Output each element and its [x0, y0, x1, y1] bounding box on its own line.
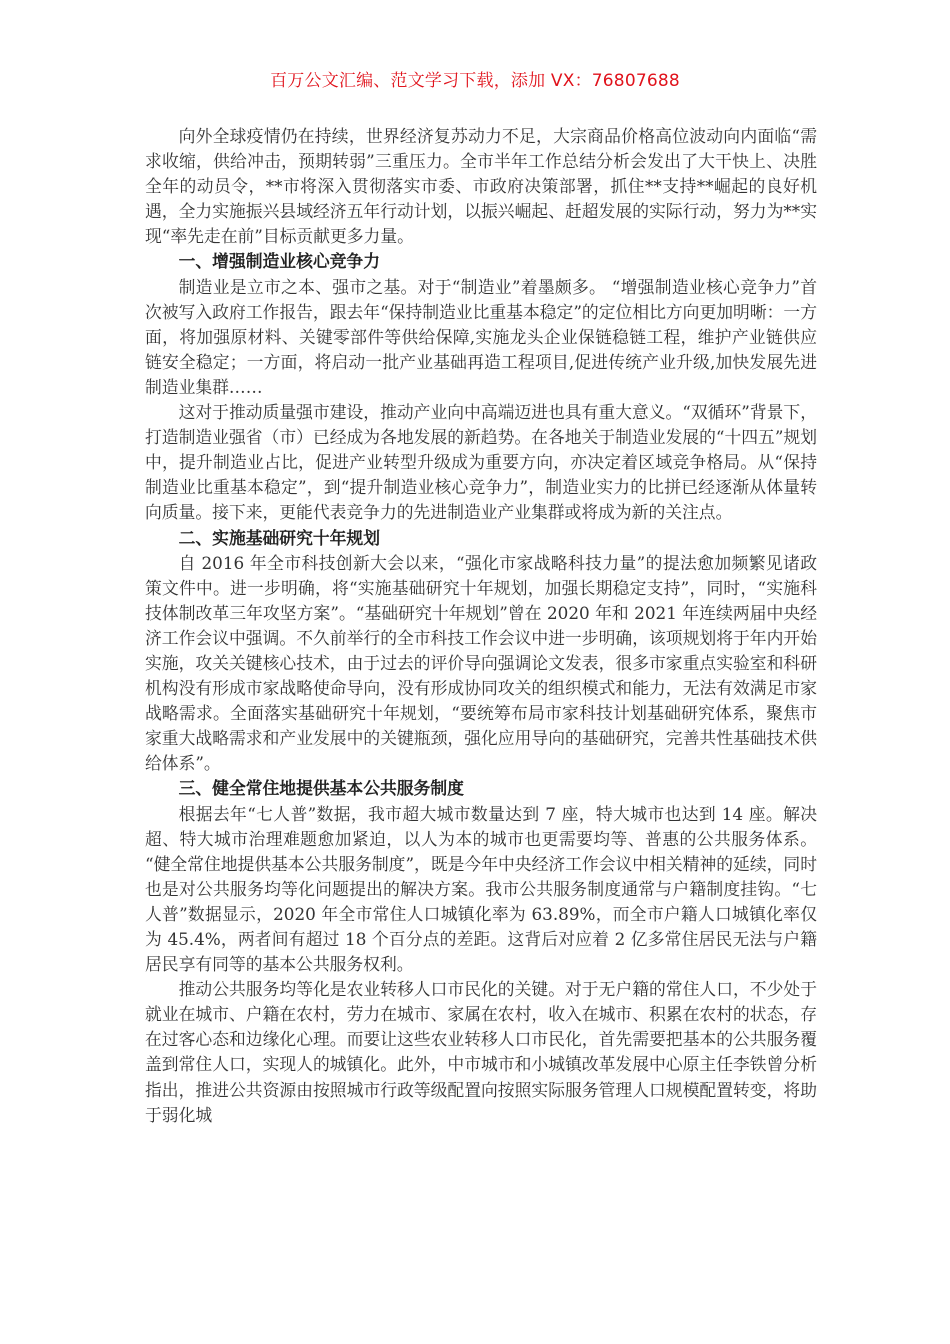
- section-1-paragraph-2: 这对于推动质量强市建设，推动产业向中高端迈进也具有重大意义。“双循环”背景下，打造制造业强省（市）已经成为各地发展的新趋势。在各地关于制造业发展的“十四五”规划中，提升制造业占比，促进产业转型升级成为重要方向，亦决定着区域竞争格局。从“保持制造业比重基本稳定”，到“提升制造业核心竞争力”，制造业实力的比拼已经逐渐从体量转向质量。接下来，更能代表竞争力的先进制造业产业集群或将成为新的关注点。: [145, 402, 817, 523]
- watermark-banner: 百万公文汇编、范文学习下载，添加 VX：76807688: [270, 71, 680, 91]
- intro-paragraph: 向外全球疫情仍在持续，世界经济复苏动力不足，大宗商品价格高位波动向内面临“需求收缩，供给冲击，预期转弱”三重压力。全市半年工作总结分析会发出了大干快上、决胜全年的动员令，**市将深入贯彻落实市委、市政府决策部署，抓住**支持**崛起的良好机遇，全力实施振兴县域经济五年行动计划，以振兴崛起、赶超发展的实际行动，努力为**实现“率先走在前”目标贡献更多力量。: [145, 126, 817, 247]
- section-3-paragraph-2: 推动公共服务均等化是农业转移人口市民化的关键。对于无户籍的常住人口，不少处于就业在城市、户籍在农村，劳力在城市、家属在农村，收入在城市、积累在农村的状态，存在过客心态和边缘化心理。而要让这些农业转移人口市民化，首先需要把基本的公共服务覆盖到常住人口，实现人的城镇化。此外，中市城市和小城镇改革发展中心原主任李铁曾分析指出，推进公共资源由按照城市行政等级配置向按照实际服务管理人口规模配置转变，将助于弱化城: [145, 979, 817, 1125]
- section-3-paragraph-1: 根据去年“七人普”数据，我市超大城市数量达到 7 座，特大城市也达到 14 座。解决超、特大城市治理难题愈加紧迫，以人为本的城市也更需要均等、普惠的公共服务体系。 “健全常住地提供基本公共服务制度”，既是今年中央经济工作会议中相关精神的延续，同时也是对公共服务均等化问题提出的解决方案。我市公共服务制度通常与户籍制度挂钩。“七人普”数据显示，2020 年全市常住人口城镇化率为 63.89%，而全市户籍人口城镇化率仅为 45.4%，两者间有超过 18 个百分点的差距。这背后对应着 2 亿多常住居民无法与户籍居民享有同等的基本公共服务权利。: [145, 803, 817, 975]
- section-2-paragraph-1: 自 2016 年全市科技创新大会以来，“强化市家战略科技力量”的提法愈加频繁见诸政策文件中。进一步明确，将“实施基础研究十年规划，加强长期稳定支持”，同时，“实施科技体制改革三年攻坚方案”。“基础研究十年规划”曾在 2020 年和 2021 年连续两届中央经济工作会议中强调。不久前举行的全市科技工作会议中进一步明确，该项规划将于年内开始实施，攻关关键核心技术，由于过去的评价导向强调论文发表，很多市家重点实验室和科研机构没有形成市家战略使命导向，没有形成协同攻关的组织模式和能力，无法有效满足市家战略需求。全面落实基础研究十年规划，“要统筹布局市家科技计划基础研究体系，聚焦市家重大战略需求和产业发展中的关键瓶颈，强化应用导向的基础研究，完善共性基础技术供给体系”。: [145, 552, 817, 774]
- section-1-paragraph-1: 制造业是立市之本、强市之基。对于“制造业”着墨颇多。 “增强制造业核心竞争力”首次被写入政府工作报告，跟去年“保持制造业比重基本稳定”的定位相比方向更加明晰：一方面，将加强原材料、关键零部件等供给保障,实施龙头企业保链稳链工程，维护产业链供应链安全稳定；一方面，将启动一批产业基础再造工程项目,促进传统产业升级,加快发展先进制造业集群……: [145, 276, 817, 397]
- section-heading-1: 一、增强制造业核心竞争力: [178, 251, 380, 272]
- section-heading-2: 二、实施基础研究十年规划: [178, 527, 380, 548]
- document-body: [145, 124, 817, 1128]
- section-heading-3: 三、健全常住地提供基本公共服务制度: [178, 778, 464, 799]
